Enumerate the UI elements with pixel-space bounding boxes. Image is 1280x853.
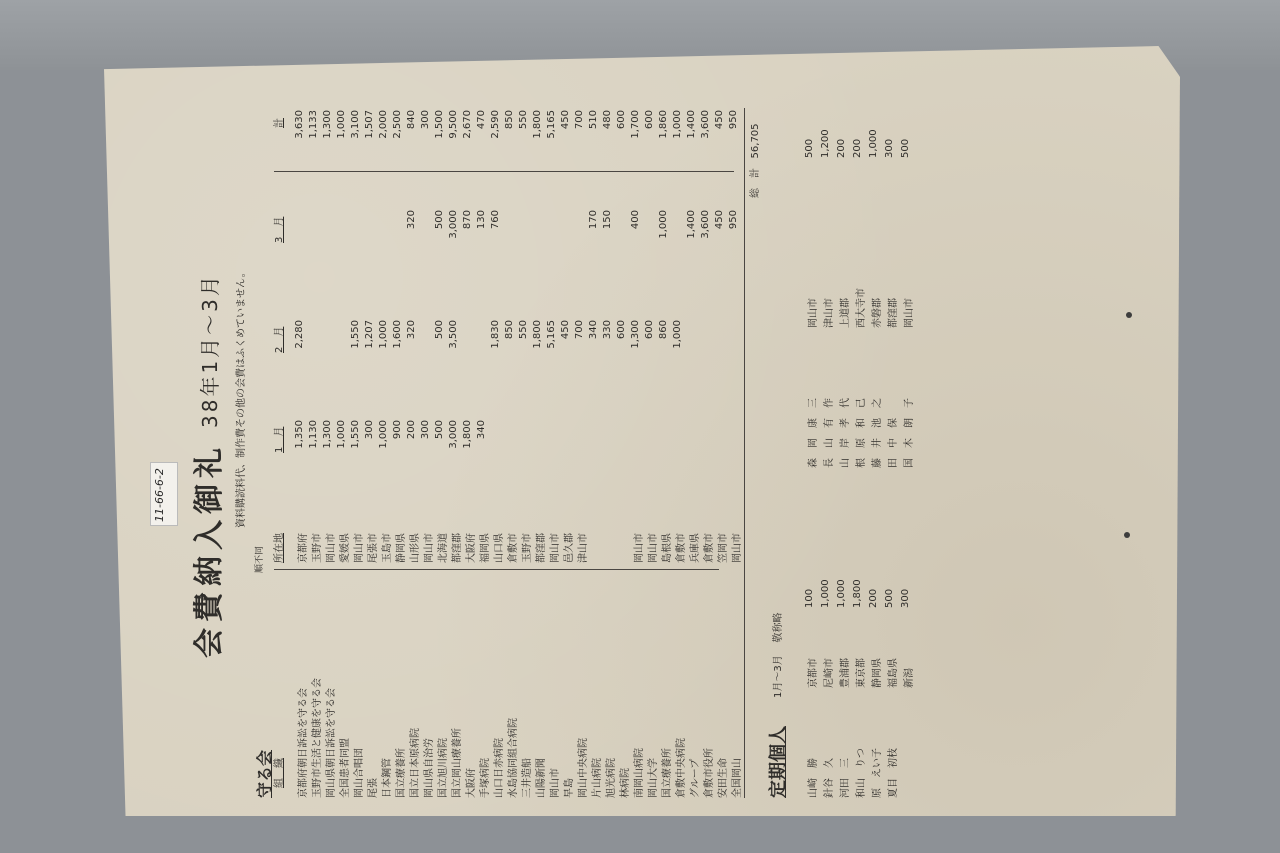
individual-note: 敬称略 — [773, 612, 784, 643]
amount-total: 2,000 — [378, 110, 389, 139]
person-name: 国 木 朗 子 — [904, 398, 915, 468]
org-location: 北海道 — [438, 533, 449, 563]
amount-total: 2,670 — [462, 110, 473, 139]
person-name: 山 岸 孝 代 — [840, 398, 851, 468]
amount-total: 1,507 — [364, 110, 375, 139]
amount-total: 1,800 — [532, 110, 543, 139]
archive-number: 11-66-6-2 — [153, 468, 166, 522]
amount-feb: 550 — [518, 320, 529, 340]
amount-jan: 1,350 — [294, 420, 305, 449]
amount-feb: 500 — [434, 320, 445, 340]
person-name: 藤 井 池 之 — [872, 398, 883, 468]
person-location: 静岡県 — [872, 658, 883, 688]
person-name: 森 岡 康 三 — [808, 398, 819, 468]
amount-jan: 1,000 — [378, 420, 389, 449]
person-location: 岡山市 — [808, 298, 819, 328]
org-location: 岡山市 — [354, 533, 365, 563]
person-name: 河田 三 — [840, 758, 851, 798]
person-amount: 500 — [884, 588, 895, 608]
amount-mar: 450 — [714, 210, 725, 230]
org-name: 岡山大学 — [648, 758, 659, 798]
person-name: 長 山 有 作 — [824, 398, 835, 468]
amount-total: 550 — [518, 110, 529, 130]
person-location: 赤磐郡 — [872, 298, 883, 328]
amount-feb: 320 — [406, 320, 417, 340]
amount-total: 470 — [476, 110, 487, 130]
amount-total: 600 — [616, 110, 627, 130]
grand-total-value: 56,705 — [750, 123, 761, 159]
person-name: 夏目 初枝 — [888, 748, 899, 798]
person-amount: 100 — [804, 588, 815, 608]
amount-jan: 200 — [406, 420, 417, 440]
amount-feb: 1,300 — [630, 320, 641, 349]
amount-jan: 340 — [476, 420, 487, 440]
person-location: 西大寺市 — [856, 288, 867, 328]
amount-feb: 450 — [560, 320, 571, 340]
org-location: 尾張市 — [368, 533, 379, 563]
org-location: 岡山市 — [732, 533, 743, 563]
amount-mar: 1,000 — [658, 210, 669, 239]
amount-jan: 300 — [420, 420, 431, 440]
amount-total: 1,500 — [434, 110, 445, 139]
amount-total: 5,165 — [546, 110, 557, 139]
person-amount: 500 — [804, 138, 815, 158]
amount-jan: 500 — [434, 420, 445, 440]
person-amount: 1,000 — [836, 579, 847, 608]
org-name: 京都府朝日訴訟を守る会 — [298, 688, 309, 798]
org-location: 岡山市 — [424, 533, 435, 563]
org-location: 倉敷市 — [676, 533, 687, 563]
amount-total: 2,500 — [392, 110, 403, 139]
org-name: 倉敷中央病院 — [676, 738, 687, 798]
person-amount: 1,200 — [820, 129, 831, 158]
org-location: 山口県 — [494, 533, 505, 563]
amount-total: 850 — [504, 110, 515, 130]
org-name: 全国岡山 — [732, 758, 743, 798]
amount-feb: 600 — [644, 320, 655, 340]
column-header-jan: 1 月 — [274, 426, 285, 453]
amount-total: 2,590 — [490, 110, 501, 139]
amount-total: 1,000 — [336, 110, 347, 139]
amount-mar: 130 — [476, 210, 487, 230]
amount-feb: 340 — [588, 320, 599, 340]
person-amount: 200 — [868, 588, 879, 608]
amount-total: 600 — [644, 110, 655, 130]
org-location: 島根県 — [662, 533, 673, 563]
amount-total: 700 — [574, 110, 585, 130]
column-header-feb: 2 月 — [274, 326, 285, 353]
document-subtitle: 資料購読料代、制作費その他の会費はふくめていません。 — [236, 267, 247, 528]
amount-feb: 1,000 — [378, 320, 389, 349]
person-location: 上道郡 — [840, 298, 851, 328]
org-location: 邑久郡 — [564, 533, 575, 563]
org-location: 静岡県 — [396, 533, 407, 563]
person-location: 福島県 — [888, 658, 899, 688]
amount-total: 450 — [560, 110, 571, 130]
person-name: 和山 りつ — [856, 748, 867, 798]
org-name: 南岡山病院 — [634, 748, 645, 798]
org-location: 津山市 — [578, 533, 589, 563]
grand-total-label: 総 計 — [750, 168, 761, 198]
person-amount: 500 — [900, 138, 911, 158]
document-title: 会費納入御礼 — [192, 442, 227, 658]
amount-mar: 320 — [406, 210, 417, 230]
column-header-mar: 3 月 — [274, 216, 285, 243]
column-divider — [274, 569, 719, 570]
org-name: 国立日本原病院 — [410, 728, 421, 798]
amount-total: 950 — [728, 110, 739, 130]
org-location: 山形県 — [410, 533, 421, 563]
amount-feb: 860 — [658, 320, 669, 340]
org-location: 笠岡市 — [718, 533, 729, 563]
person-location: 岡山市 — [904, 298, 915, 328]
org-location: 倉敷市 — [704, 533, 715, 563]
org-location: 大阪府 — [466, 533, 477, 563]
section-heading: 守る会 — [255, 749, 274, 798]
amount-total: 1,400 — [686, 110, 697, 139]
column-header-name: 組 織 — [274, 758, 285, 788]
amount-feb: 600 — [616, 320, 627, 340]
org-name: 国立旭川病院 — [438, 738, 449, 798]
person-amount: 1,800 — [852, 579, 863, 608]
org-name: 林病院 — [620, 768, 631, 798]
list-item — [900, 108, 918, 798]
person-location: 豊浦郡 — [840, 658, 851, 688]
person-amount: 200 — [852, 138, 863, 158]
person-location: 都窪郡 — [888, 298, 899, 328]
person-location: 尼崎市 — [824, 658, 835, 688]
org-name: 早島 — [564, 778, 575, 798]
amount-feb: 1,800 — [532, 320, 543, 349]
amount-feb: 1,207 — [364, 320, 375, 349]
org-location: 兵庫県 — [690, 533, 701, 563]
amount-jan: 1,800 — [462, 420, 473, 449]
org-location: 玉野市 — [522, 533, 533, 563]
amount-feb: 1,600 — [392, 320, 403, 349]
amount-total: 9,500 — [448, 110, 459, 139]
person-location: 京都市 — [808, 658, 819, 688]
org-name: 安田生命 — [718, 758, 729, 798]
person-name: 山崎 勝 — [808, 758, 819, 798]
person-amount: 300 — [900, 588, 911, 608]
amount-total: 1,300 — [322, 110, 333, 139]
amount-feb: 1,550 — [350, 320, 361, 349]
org-name: 国立岡山療養所 — [452, 728, 463, 798]
person-name: 田 中 保 — [888, 418, 899, 468]
org-name: 岡山市 — [550, 768, 561, 798]
amount-feb: 700 — [574, 320, 585, 340]
section-divider — [744, 108, 745, 798]
org-name: 大阪府 — [466, 768, 477, 798]
org-name: 全国患者同盟 — [340, 738, 351, 798]
document-period: 38年1月～3月 — [198, 273, 222, 428]
amount-feb: 330 — [602, 320, 613, 340]
org-name: グループ — [690, 758, 701, 798]
amount-jan: 900 — [392, 420, 403, 440]
person-amount: 200 — [836, 138, 847, 158]
org-location: 愛媛県 — [340, 533, 351, 563]
grand-total — [746, 123, 761, 198]
org-name: 岡山合唱団 — [354, 748, 365, 798]
org-location: 玉野市 — [312, 533, 323, 563]
org-name: 尾張 — [368, 778, 379, 798]
amount-feb: 1,830 — [490, 320, 501, 349]
document-body — [124, 110, 1144, 798]
amount-feb: 1,000 — [672, 320, 683, 349]
org-location: 京都府 — [298, 533, 309, 563]
amount-feb: 2,280 — [294, 320, 305, 349]
amount-total: 1,860 — [658, 110, 669, 139]
amount-jan: 3,000 — [448, 420, 459, 449]
column-divider — [274, 171, 734, 172]
org-name: 倉敷市役所 — [704, 748, 715, 798]
org-location: 岡山市 — [326, 533, 337, 563]
org-name: 岡山県朝日訴訟を守る会 — [326, 688, 337, 798]
person-location: 新潟 — [904, 668, 915, 688]
amount-mar: 950 — [728, 210, 739, 230]
org-name: 水島協同組合病院 — [508, 718, 519, 798]
person-name: 針谷 久 — [824, 758, 835, 798]
org-location: 岡山市 — [550, 533, 561, 563]
person-amount: 300 — [884, 138, 895, 158]
amount-total: 1,000 — [672, 110, 683, 139]
individual-period-text: 1月～3月 — [773, 655, 784, 698]
amount-mar: 870 — [462, 210, 473, 230]
org-name: 手塚病院 — [480, 758, 491, 798]
amount-feb: 850 — [504, 320, 515, 340]
org-name: 旭光病院 — [606, 758, 617, 798]
amount-mar: 760 — [490, 210, 501, 230]
amount-total: 1,700 — [630, 110, 641, 139]
amount-mar: 170 — [588, 210, 599, 230]
amount-total: 450 — [714, 110, 725, 130]
order-note: 順不同 — [255, 545, 265, 573]
amount-total: 840 — [406, 110, 417, 130]
amount-total: 3,100 — [350, 110, 361, 139]
amount-mar: 3,000 — [448, 210, 459, 239]
org-location: 都窪郡 — [536, 533, 547, 563]
individual-heading: 定期個人 — [768, 726, 789, 798]
individual-period — [769, 613, 784, 698]
amount-total: 300 — [420, 110, 431, 130]
org-location: 玉島市 — [382, 533, 393, 563]
org-name: 岡山県自治労 — [424, 738, 435, 798]
org-location: 倉敷市 — [508, 533, 519, 563]
amount-jan: 1,130 — [308, 420, 319, 449]
person-location: 津山市 — [824, 298, 835, 328]
amount-jan: 1,000 — [336, 420, 347, 449]
amount-total: 1,133 — [308, 110, 319, 139]
amount-total: 3,630 — [294, 110, 305, 139]
person-amount: 1,000 — [820, 579, 831, 608]
amount-mar: 1,400 — [686, 210, 697, 239]
column-header-total: 計 — [274, 118, 285, 128]
org-location: 福岡県 — [480, 533, 491, 563]
amount-total: 510 — [588, 110, 599, 130]
org-location: 都窪郡 — [452, 533, 463, 563]
amount-total: 3,600 — [700, 110, 711, 139]
amount-total: 480 — [602, 110, 613, 130]
person-name: 原 えい子 — [872, 748, 883, 798]
org-name: 岡山中央病院 — [578, 738, 589, 798]
person-name: 根 原 和 己 — [856, 398, 867, 468]
amount-mar: 500 — [434, 210, 445, 230]
amount-feb: 3,500 — [448, 320, 459, 349]
org-location: 岡山市 — [648, 533, 659, 563]
person-amount: 1,000 — [868, 129, 879, 158]
amount-jan: 1,300 — [322, 420, 333, 449]
amount-mar: 150 — [602, 210, 613, 230]
amount-feb: 5,165 — [546, 320, 557, 349]
org-location: 岡山市 — [634, 533, 645, 563]
amount-jan: 300 — [364, 420, 375, 440]
org-name: 山口日赤病院 — [494, 738, 505, 798]
amount-mar: 3,600 — [700, 210, 711, 239]
org-name: 山陽新聞 — [536, 758, 547, 798]
org-name: 日本鋼管 — [382, 758, 393, 798]
amount-mar: 400 — [630, 210, 641, 230]
org-name: 玉野市生活と健康を守る会 — [312, 678, 323, 798]
org-name: 片山病院 — [592, 758, 603, 798]
amount-jan: 1,550 — [350, 420, 361, 449]
person-location: 東京都 — [856, 658, 867, 688]
org-name: 国立療養所 — [396, 748, 407, 798]
org-name: 三井造船 — [522, 758, 533, 798]
column-header-location: 所在地 — [274, 533, 285, 563]
org-name: 国立療養所 — [662, 748, 673, 798]
